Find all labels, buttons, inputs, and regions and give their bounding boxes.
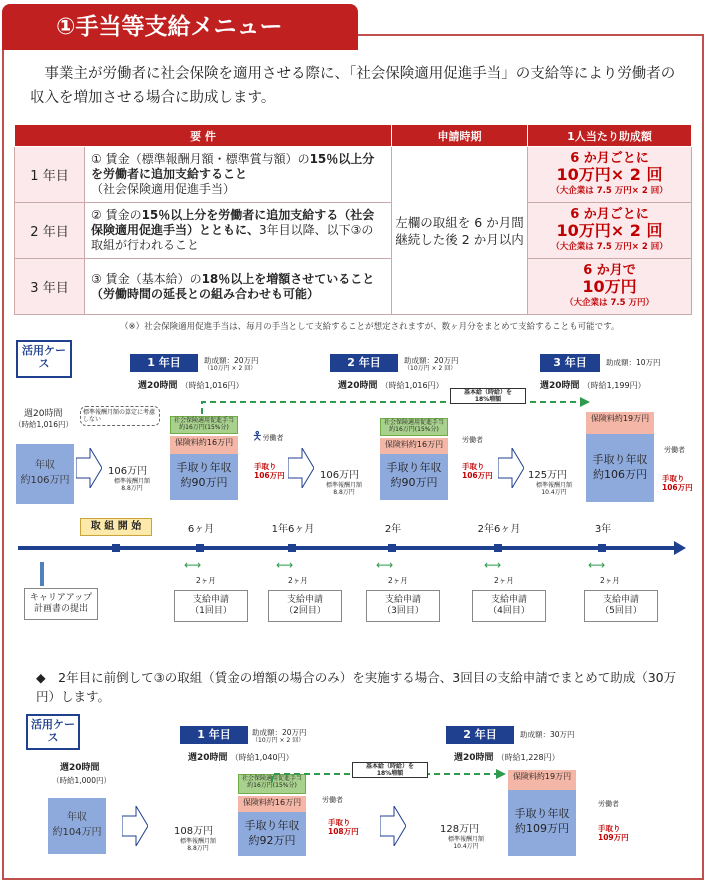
- row-amount: 6 か月ごとに 10万円× 2 回 （大企業は 7.5 万円× 2 回）: [528, 203, 692, 259]
- case2-year1-worker: 労働者: [322, 796, 343, 804]
- raise-callout: 基本給（時給）を 18%増額: [450, 388, 526, 404]
- year3-takehome: 手取り年収 約106万円: [586, 434, 654, 502]
- tick-label: 6ヶ月: [187, 524, 215, 535]
- year2-tedori: 手取り 106万円: [462, 462, 493, 480]
- gap-label: 2ヶ月: [196, 576, 216, 585]
- case2-year1-tedori: 手取り 108万円: [328, 818, 359, 836]
- gap-label: 2ヶ月: [494, 576, 514, 585]
- year1-grant: 助成額：20万円 （10万円 × 2 回）: [204, 356, 259, 372]
- year2-total: 106万円: [320, 470, 360, 481]
- year3-hours: 週20時間 （時給1,199円）: [540, 381, 646, 391]
- gap-label: 2ヶ月: [600, 576, 620, 585]
- year2-insurance: 保険料約16万円: [380, 438, 448, 454]
- row-amount: 6 か月ごとに 10万円× 2 回 （大企業は 7.5 万円× 2 回）: [528, 147, 692, 203]
- col-header-amount: 1人当たり助成額: [528, 125, 692, 147]
- year3-insurance: 保険料約19万円: [586, 412, 654, 434]
- year1-hours: 週20時間 （時給1,016円）: [138, 381, 244, 391]
- case2-year2-head: 2 年目: [446, 726, 514, 744]
- year1-allowance: 社会保険適用促進手当 約16万円(15%分): [170, 416, 238, 434]
- row-desc: ③ 賃金（基本給）の18％以上を増額させていること（労働時間の延長との組み合わせも可能）: [85, 259, 392, 315]
- row-year: 3 年目: [15, 259, 85, 315]
- year1-insurance: 保険料約16万円: [170, 436, 238, 454]
- col-header-period: 申請時期: [392, 125, 528, 147]
- page-title: ①手当等支給メニュー: [2, 4, 358, 50]
- case2-year2-std: 標準報酬月額 10.4万円: [447, 836, 484, 850]
- tick-label: 1年6ヶ月: [271, 524, 315, 535]
- flow-arrow-icon: [498, 448, 524, 488]
- application-box: 支給申請 （2回目）: [268, 590, 342, 622]
- year1-worker: 🯅労働者: [252, 429, 284, 443]
- timeline-tick: [598, 544, 606, 552]
- requirements-table: [14, 124, 692, 315]
- year1-tedori: 手取り 106万円: [254, 462, 285, 480]
- career-plan-box: キャリアアップ 計画書の提出: [24, 588, 98, 620]
- year2-hours: 週20時間 （時給1,016円）: [338, 381, 444, 391]
- start-annual: 年収 約106万円: [16, 444, 74, 504]
- application-box: 支給申請 （3回目）: [366, 590, 440, 622]
- application-box: 支給申請 （5回目）: [584, 590, 658, 622]
- year3-head: 3 年目: [540, 354, 600, 372]
- flow-arrow-icon: [288, 448, 314, 488]
- year1-total: 106万円: [108, 466, 148, 477]
- tick-label: 3年: [594, 524, 612, 535]
- intro-text: 事業主が労働者に社会保険を適用させる際に、「社会保険適用促進手当」の支給等により労働者の収入を増加させる場合に助成します。: [30, 66, 676, 106]
- table-note: （※）社会保険適用促進手当は、毎月の手当として支給することが想定されますが、数ヶ月分をまとめて支給することも可能です。: [120, 322, 620, 332]
- timeline-tick: [494, 544, 502, 552]
- row-desc: ① 賃金（標準報酬月額・標準賞与額）の15％以上分を労働者に追加支給すること （社会保険適用促進手当）: [85, 147, 392, 203]
- case2-year2-hours: 週20時間 （時給1,228円）: [454, 753, 560, 763]
- timeline-tick: [196, 544, 204, 552]
- case2-raise-callout: 基本給（時給）を 18%増額: [352, 762, 428, 778]
- year3-tedori: 手取り 106万円: [662, 474, 693, 492]
- year3-worker: 労働者: [664, 446, 685, 454]
- start-marker: 取 組 開 始: [80, 518, 152, 536]
- year3-total: 125万円: [528, 470, 568, 481]
- case2-year2-tedori: 手取り 109万円: [598, 824, 629, 842]
- application-box: 支給申請 （4回目）: [472, 590, 546, 622]
- year1-std: 標準報酬月額 8.8万円: [113, 478, 150, 492]
- tick-label: 2年: [384, 524, 402, 535]
- callout-bubble: 標準報酬月額の算定に考慮しない: [80, 406, 160, 426]
- year2-head: 2 年目: [330, 354, 398, 372]
- case2-start-wage: （時給1,000円）: [52, 776, 111, 785]
- year3-grant: 助成額：10万円: [606, 358, 661, 367]
- timeline-tick: [288, 544, 296, 552]
- gap-label: 2ヶ月: [288, 576, 308, 585]
- case2-year1-head: 1 年目: [180, 726, 248, 744]
- table-row: [15, 147, 692, 203]
- gap-arrow-icon: ⟷: [588, 558, 606, 572]
- gap-label: 2ヶ月: [388, 576, 408, 585]
- case-label: 活用ケース: [26, 714, 80, 750]
- case2-year1-takehome: 手取り年収 約92万円: [238, 812, 306, 856]
- case2-year1-hours: 週20時間 （時給1,040円）: [188, 753, 294, 763]
- case2-year1-grant: 助成額：20万円 （10万円 × 2 回）: [252, 728, 307, 744]
- case2-year2-worker: 労働者: [598, 800, 619, 808]
- year3-std: 標準報酬月額 10.4万円: [535, 482, 572, 496]
- table-row: [15, 203, 692, 259]
- row-desc: ② 賃金の15％以上分を労働者に追加支給する（社会保険適用促進手当）とともに、3年目以降、以下③の取組が行われること: [85, 203, 392, 259]
- row-amount: 6 か月で 10万円 （大企業は 7.5 万円）: [528, 259, 692, 315]
- year2-grant: 助成額：20万円 （10万円 × 2 回）: [404, 356, 459, 372]
- row-year: 2 年目: [15, 203, 85, 259]
- year1-head: 1 年目: [130, 354, 198, 372]
- case2-year2-takehome: 手取り年収 約109万円: [508, 790, 576, 856]
- case2-year1-std: 標準報酬月額 8.8万円: [179, 838, 216, 852]
- bullet-note: ◆ 2年目に前倒して③の取組（賃金の増額の場合のみ）を実施する場合、3回目の支給申請でまとめて助成（30万円）します。: [36, 670, 677, 704]
- flow-arrow-icon: [380, 806, 406, 846]
- flow-arrow-icon: [122, 806, 148, 846]
- tick-label: 2年6ヶ月: [477, 524, 521, 535]
- year2-allowance: 社会保険適用促進手当 約16万円(15%分): [380, 418, 448, 436]
- row-year: 1 年目: [15, 147, 85, 203]
- year1-takehome: 手取り年収 約90万円: [170, 454, 238, 500]
- gap-arrow-icon: ⟷: [376, 558, 394, 572]
- worker-icon: 🯅: [252, 429, 263, 443]
- case2-year1-total: 108万円: [174, 826, 214, 837]
- raise-dashed-line: [200, 396, 590, 416]
- case2-year2-insurance: 保険料約19万円: [508, 770, 576, 790]
- table-row: [15, 259, 692, 315]
- application-box: 支給申請 （1回目）: [174, 590, 248, 622]
- gap-arrow-icon: ⟷: [484, 558, 502, 572]
- year2-takehome: 手取り年収 約90万円: [380, 454, 448, 500]
- year2-std: 標準報酬月額 8.8万円: [325, 482, 362, 496]
- timeline-tick: [388, 544, 396, 552]
- case2-year1-allowance: 社会保険適用促進手当 約16万円(15%分): [238, 774, 306, 794]
- case2-year1-insurance: 保険料約16万円: [238, 796, 306, 812]
- start-wage: （時給1,016円）: [14, 420, 73, 429]
- career-arrow-icon: [40, 562, 44, 586]
- case2-year2-total: 128万円: [440, 824, 480, 835]
- tick-start: [112, 544, 120, 552]
- start-hours: 週20時間: [24, 409, 63, 419]
- case2-year2-grant: 助成額：30万円: [520, 730, 575, 739]
- year2-worker: 労働者: [462, 436, 483, 444]
- gap-arrow-icon: ⟷: [276, 558, 294, 572]
- case2-start-hours: 週20時間: [60, 763, 100, 773]
- timeline-arrowhead-icon: [674, 541, 686, 555]
- application-period: 左欄の取組を 6 か月間継続した後 2 か月以内: [392, 147, 528, 315]
- case-label: 活用ケース: [16, 340, 72, 378]
- flow-arrow-icon: [76, 448, 102, 488]
- case2-start-annual: 年収 約104万円: [48, 798, 106, 854]
- col-header-requirements: 要 件: [15, 125, 392, 147]
- gap-arrow-icon: ⟷: [184, 558, 202, 572]
